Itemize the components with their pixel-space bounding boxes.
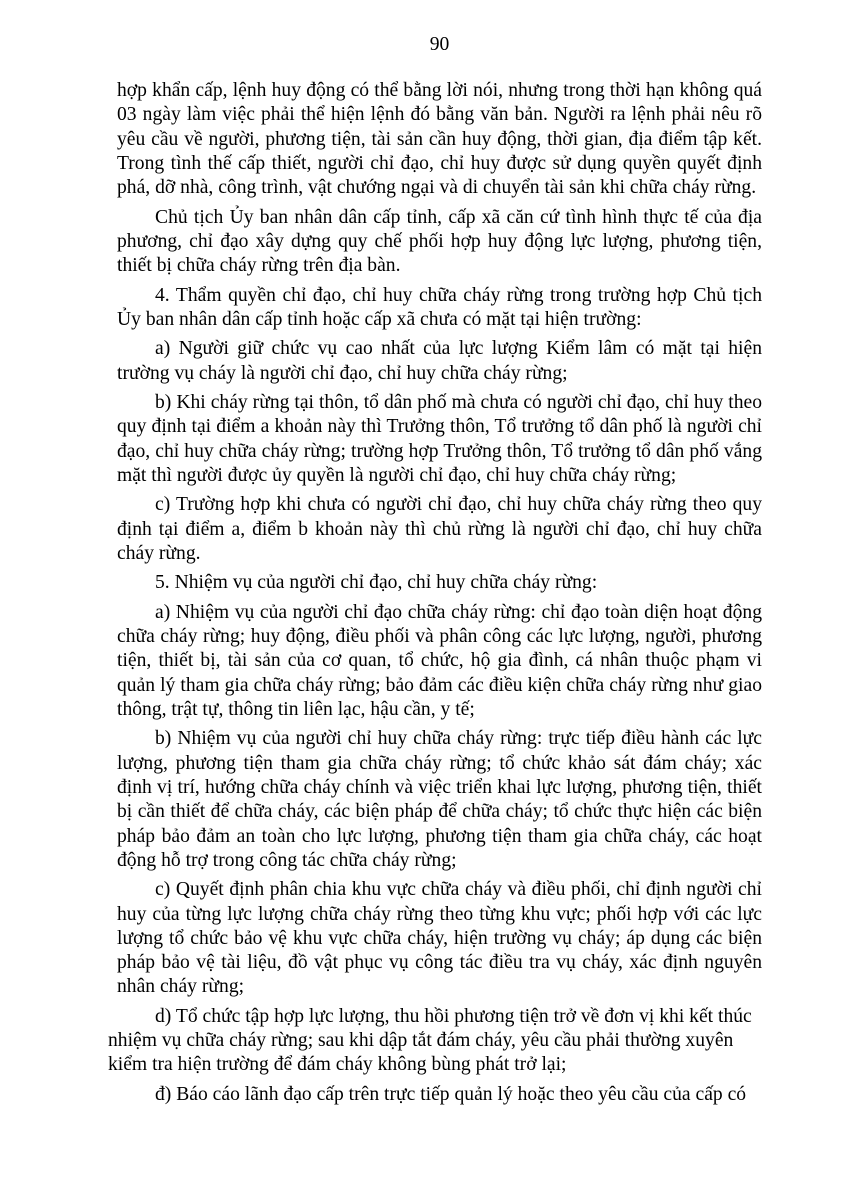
paragraph-point-b: b) Khi cháy rừng tại thôn, tổ dân phố mà chưa có người chỉ đạo, chỉ huy theo quy định tại điểm a khoản này thì Trưởng thôn, Tổ trưởng tổ dân phố là người chỉ đạo, chỉ huy chữa cháy rừng; trường hợp Trưởng thôn, Tổ trưởng tổ dân phố vắng mặt thì người được ủy quyền là người chỉ đạo, chỉ huy chữa cháy rừng; (117, 391, 762, 486)
paragraph-point-b2: b) Nhiệm vụ của người chỉ huy chữa cháy rừng: trực tiếp điều hành các lực lượng, phương tiện tham gia chữa cháy rừng; tổ chức khảo sát đám cháy; xác định vị trí, hướng chữa cháy chính và việc triển khai lực lượng, phương tiện, thiết bị cần thiết để chữa cháy, các biện pháp để chữa cháy; tổ chức thực hiện các biện pháp bảo đảm an toàn cho lực lượng, phương tiện tham gia chữa cháy, các hoạt động hỗ trợ trong công tác chữa cháy rừng; (117, 728, 762, 871)
paragraph-point-d: d) Tổ chức tập hợp lực lượng, thu hồi phương tiện trở về đơn vị khi kết thúc nhiệm vụ chữa cháy rừng; sau khi dập tắt đám cháy, yêu cầu phải thường xuyên kiểm tra hiện trường để đám cháy không bùng phát trở lại; (108, 1005, 752, 1076)
document-body (108, 79, 762, 1112)
paragraph-point-a2: a) Nhiệm vụ của người chỉ đạo chữa cháy rừng: chỉ đạo toàn diện hoạt động chữa cháy rừng; huy động, điều phối và phân công các lực lượng, người, phương tiện, thiết bị, tài sản của cơ quan, tổ chức, hộ gia đình, cá nhân thuộc phạm vi quản lý tham gia chữa cháy rừng; bảo đảm các điều kiện chữa cháy rừng như giao thông, trật tự, thông tin liên lạc, hậu cần, y tế; (117, 601, 762, 720)
page-number: 90 (429, 34, 450, 55)
paragraph-point-c2: c) Quyết định phân chia khu vực chữa cháy và điều phối, chỉ định người chỉ huy của từng lực lượng chữa cháy rừng theo từng khu vực; phối hợp với các lực lượng tổ chức bảo vệ khu vực chữa cháy, hiện trường vụ cháy; áp dụng các biện pháp bảo vệ tài liệu, đồ vật phục vụ công tác điều tra vụ cháy, xác định nguyên nhân cháy rừng; (117, 879, 762, 998)
paragraph-clause-4: 4. Thẩm quyền chỉ đạo, chỉ huy chữa cháy rừng trong trường hợp Chủ tịch Ủy ban nhân dân cấp tỉnh hoặc cấp xã chưa có mặt tại hiện trường: (117, 284, 762, 330)
paragraph-point-dd: đ) Báo cáo lãnh đạo cấp trên trực tiếp quản lý hoặc theo yêu cầu của cấp có (155, 1083, 747, 1105)
paragraph-point-c: c) Trường hợp khi chưa có người chỉ đạo, chỉ huy chữa cháy rừng theo quy định tại điểm a, điểm b khoản này thì chủ rừng là người chỉ đạo, chỉ huy chữa cháy rừng. (117, 494, 762, 564)
paragraph-point-a: a) Người giữ chức vụ cao nhất của lực lượng Kiểm lâm có mặt tại hiện trường vụ cháy là người chỉ đạo, chỉ huy chữa cháy rừng; (117, 338, 762, 384)
paragraph: Chủ tịch Ủy ban nhân dân cấp tỉnh, cấp xã căn cứ tình hình thực tế của địa phương, chỉ đạo xây dựng quy chế phối hợp huy động lực lượng, phương tiện, thiết bị chữa cháy rừng trên địa bàn. (117, 206, 762, 277)
paragraph-continuation: hợp khẩn cấp, lệnh huy động có thể bằng lời nói, nhưng trong thời hạn không quá 03 ngày làm việc phải thể hiện lệnh đó bằng văn bản. Người ra lệnh phải nêu rõ yêu cầu về người, phương tiện, tài sản cần huy động, thời gian, địa điểm tập kết. Trong tình thế cấp thiết, người chỉ đạo, chỉ huy được sử dụng quyền quyết định phá, dỡ nhà, công trình, vật chướng ngại và di chuyển tài sản khi chữa cháy rừng. (117, 80, 762, 199)
paragraph-clause-5: 5. Nhiệm vụ của người chỉ đạo, chỉ huy chữa cháy rừng: (155, 572, 598, 594)
